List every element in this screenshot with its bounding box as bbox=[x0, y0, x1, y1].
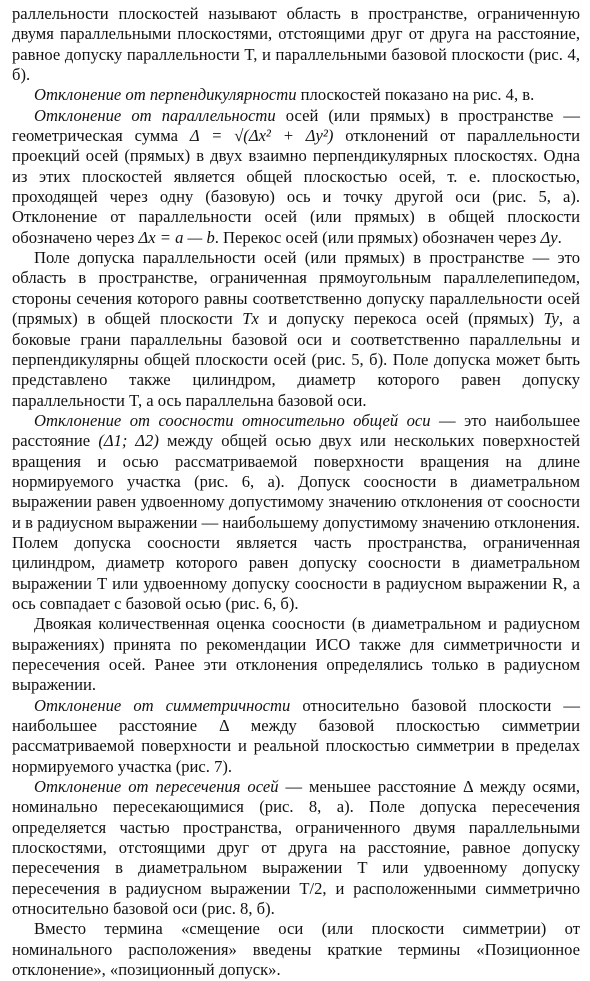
symbol-tx: Tx bbox=[242, 309, 259, 329]
paragraph-9: Вместо термина «смещение оси (или плоскости симметрии) от номинального расположения» введены краткие термины «Позиционное отклонение», «позиционный допуск». bbox=[12, 919, 580, 980]
paragraph-7 bbox=[12, 696, 580, 777]
symbol-ty: Ty bbox=[543, 309, 559, 329]
term-symmetry: Отклонение от симметричности bbox=[34, 695, 291, 715]
paragraph-8-text: — меньшее расстояние Δ между осями, номинально пересекающимися (рис. 8, а). Поле допуска пересечения определяется частью пространства, ограниченного двумя параллельными плоскостями, отстоящими друг от друга на расстояние, равное допуску пересечения в диаметральном выражении T или удвоенному допуску пересечения в радиусном выражении T/2, и расположенными симметрично относительно базовой оси (рис. 8, б). bbox=[12, 777, 580, 919]
term-coaxiality: Отклонение от соосности относительно общей оси bbox=[34, 410, 431, 430]
term-parallelism-axes: Отклонение от параллельности bbox=[34, 105, 276, 125]
paragraph-5-text-b: между общей осью двух или нескольких поверхностей вращения и осью рассматриваемой поверхности вращения на длине нормируемого участка (рис. 6, а). Допуск соосности в диаметральном выражении равен удвоенному допустимому значению отклонения от соосности и в радиусном выражении — наибольшему допустимому значению отклонения. Полем допуска соосности является часть пространства, ограниченная цилиндром, диаметр которого равен допуску соосности в диаметральном выражении T или удвоенному допуску соосности в радиусном выражении R, а ось совпадает с базовой осью (рис. 6, б). bbox=[12, 431, 581, 613]
paragraph-4-text-b: и допуску перекоса осей (прямых) bbox=[258, 309, 544, 329]
formula-delta-y: Δy bbox=[540, 227, 558, 247]
paragraph-7-text: относительно базовой плоскости — наибольшее расстояние Δ между базовой плоскостью симметрии рассматриваемой поверхности и реальной плоскостью симметрии в пределах нормируемого участка (рис. 7). bbox=[12, 695, 580, 776]
paragraph-5-text-a: — это наибольшее расстояние bbox=[12, 410, 580, 451]
paragraph-2-text: плоскостей показано на рис. 4, в. bbox=[296, 85, 535, 105]
term-perpendicularity: Отклонение от перпендикулярности bbox=[34, 85, 297, 105]
paragraph-3-text-c: . Перекос осей (или прямых) обозначен через bbox=[214, 227, 541, 247]
paragraph-1: раллельности плоскостей называют область в пространстве, ограниченную двумя параллельными плоскостями, отстоящими друг от друга на расстояние, равное допуску параллельности T, и параллельными базовой плоскости (рис. 4, б). bbox=[12, 4, 580, 85]
paragraph-4-text-a: Поле допуска параллельности осей (или прямых) в пространстве — это область в пространстве, ограниченная прямоугольным параллелепипедом, стороны сечения которого равны соответственно допуску параллельности осей (прямых) в общей плоскости bbox=[12, 248, 580, 329]
paragraph-2 bbox=[12, 85, 580, 105]
paragraph-8 bbox=[12, 777, 580, 919]
formula-delta-x: Δx = a — b bbox=[138, 227, 215, 247]
symbol-delta-1-2: (Δ1; Δ2) bbox=[98, 431, 159, 451]
formula-geometric-sum: Δ = √(Δx² + Δy²) bbox=[189, 126, 334, 146]
paragraph-3-text-d: . bbox=[557, 227, 562, 247]
term-intersection-axes: Отклонение от пересечения осей bbox=[34, 777, 279, 797]
paragraph-4 bbox=[12, 248, 580, 411]
paragraph-4-text-c: , а боковые грани параллельны базовой оси и соответственно параллельны и перпендикулярны общей плоскости осей (рис. 5, б). Поле допуска может быть представлено также цилиндром, диаметр которого равен допуску параллельности T, а ось параллельна базовой оси. bbox=[12, 309, 580, 410]
paragraph-3-text-a: осей (или прямых) в пространстве — геометрическая сумма bbox=[12, 105, 580, 146]
paragraph-6: Двоякая количественная оценка соосности (в диаметральном и радиусном выражениях) принята по рекомендации ИСО также для симметричности и пересечения осей. Ранее эти отклонения определялись только в радиусном выражении. bbox=[12, 614, 580, 695]
paragraph-5 bbox=[12, 411, 580, 614]
paragraph-3-text-b: отклонений от параллельности проекций осей (прямых) в двух взаимно перпендикулярных плоскостях. Одна из этих плоскостей является общей плоскостью осей, т. е. плоскостью, проходящей через одну (базовую) ось и точку другой оси (рис. 5, а). Отклонение от параллельности осей (или прямых) в общей плоскости обозначено через bbox=[12, 126, 580, 247]
paragraph-3 bbox=[12, 106, 580, 248]
